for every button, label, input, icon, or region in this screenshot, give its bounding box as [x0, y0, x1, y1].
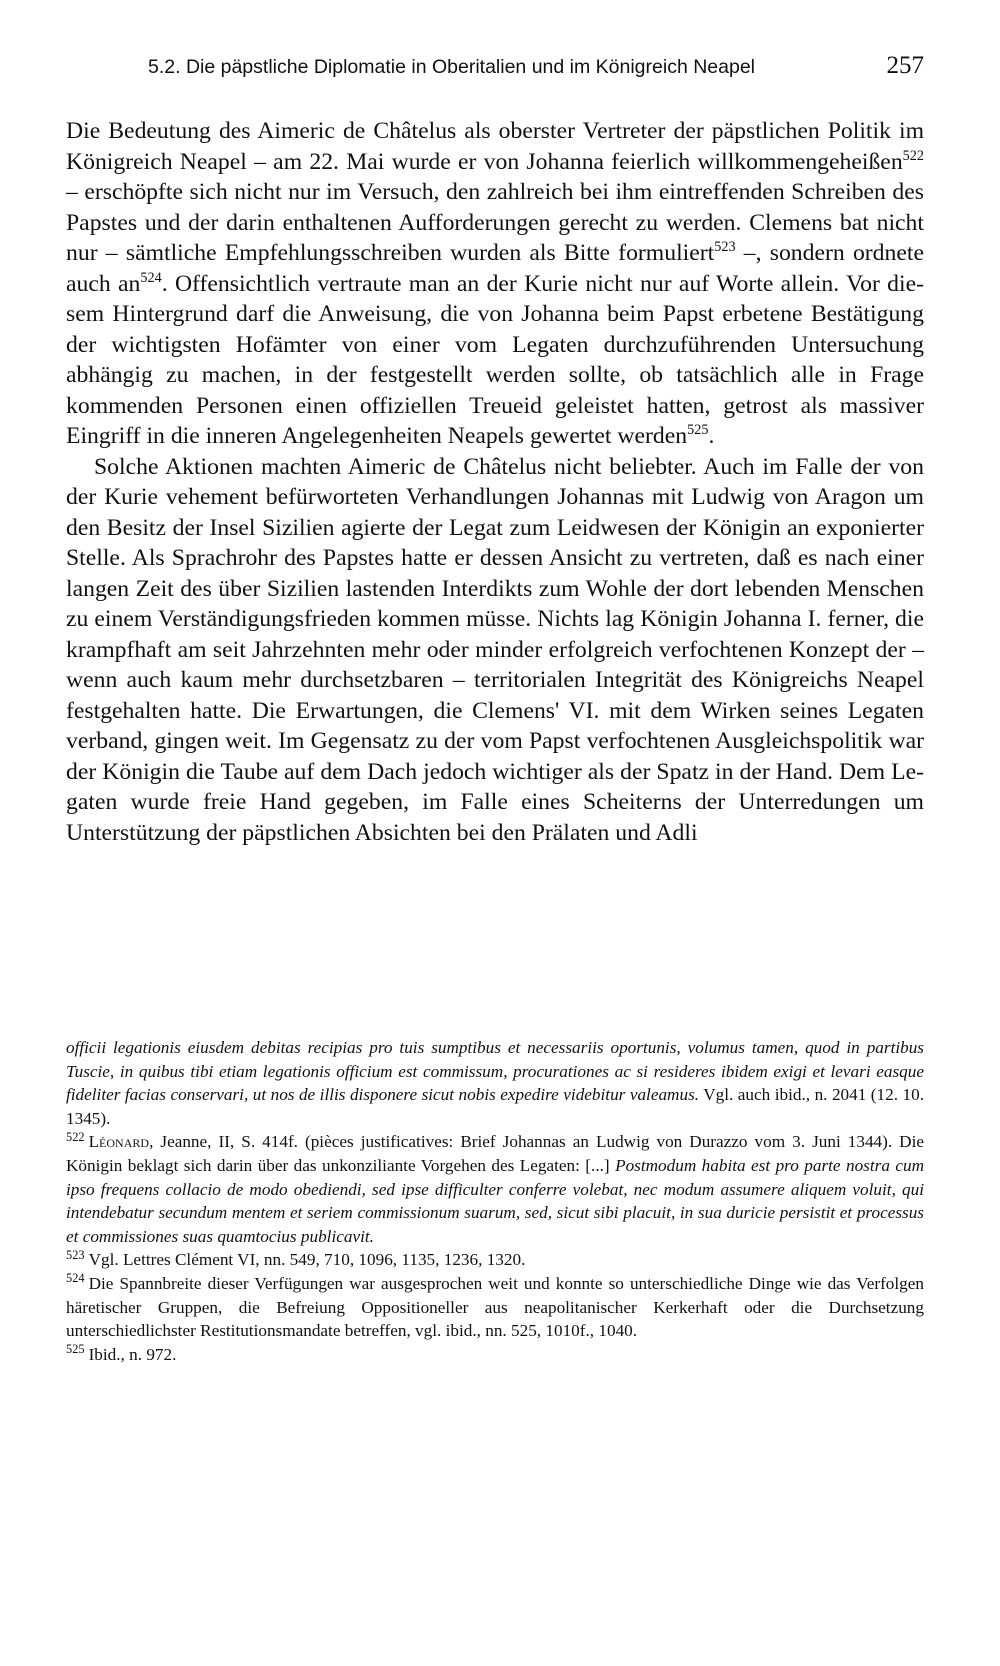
- author-name: Léonard: [88, 1132, 150, 1152]
- paragraph-1: [66, 116, 924, 452]
- footnote-number: 523: [66, 1247, 85, 1262]
- footnote-text: Vgl. auch ibid., n. 2041 (12. 10. 1345).: [66, 1085, 924, 1128]
- footnote-ref-523[interactable]: 523: [714, 239, 736, 256]
- footnote-text: Vgl. Lettres Clément VI, nn. 549, 710, 1096, 1135, 1236, 1320.: [88, 1250, 526, 1270]
- footnote-number: 522: [66, 1129, 85, 1144]
- footnote-525: [66, 1343, 924, 1367]
- footnote-ref-525[interactable]: 525: [687, 422, 709, 439]
- text-run: – erschöpfte sich nicht nur im Versuch, den zahlreich bei ihm eintreffenden Schreiben des Papstes und der darin enthaltenen Aufforderungen gerecht zu werden. Clemens bat nicht nur – sämtliche Empfehlungsschreiben wurden als Bitte formuliert: [66, 179, 924, 266]
- footnote-ref-524[interactable]: 524: [140, 269, 162, 286]
- footnote-number: 525: [66, 1341, 85, 1356]
- footnote-text: Die Spannbreite dieser Verfügungen war ausgesprochen weit und konnte so unterschiedliche Dinge wie das Verfolgen häretischer Gruppen, die Befreiung Oppositioneller aus neapolitanischer Kerkerhaft oder die Durchsetzung unterschiedlichster Restitutionsmandate betreffen, vgl. ibid., nn. 525, 1010f., 1040.: [66, 1273, 924, 1341]
- footnote-523: [66, 1248, 924, 1272]
- footnote-text: Ibid., n. 972.: [88, 1344, 177, 1364]
- running-title: 5.2. Die päpstliche Diplomatie in Oberitalien und im Königreich Neapel: [148, 56, 755, 78]
- text-run: . Offensichtlich vertraute man an der Kurie nicht nur auf Worte allein. Vor diesem Hintergrund darf die Anweisung, die von Johanna beim Papst erbetene Bestätigung der wichtigsten Hofämter von einer vom Legaten durchzuführenden Untersuchung abhängig zu machen, in der festgestellt werden sollte, ob tatsächlich alle in Frage kommenden Personen einen offiziellen Treueid geleistet hatten, getrost als massiver Eingriff in die inneren Angelegenheiten Neapels gewertet werden: [66, 270, 924, 449]
- footnote-continuation: [66, 1036, 924, 1130]
- footnote-524: [66, 1272, 924, 1343]
- latin-quote: officii legationis eiusdem debitas recipias pro tuis sumptibus et necessariis oportunis, volumus tamen, quod in partibus Tuscie, in quibus tibi etiam legationis officium est commissum, procurationes ac si resideres ibidem exigi et levari easque fideliter facias conservari, ut nos de illis disponere sicut nobis expedire videbitur valeamus.: [66, 1038, 924, 1105]
- text-run: .: [708, 423, 715, 449]
- running-head: [148, 52, 924, 86]
- footnote-number: 524: [66, 1271, 85, 1286]
- footnotes: [66, 1036, 924, 1366]
- latin-quote: Postmodum habita est pro parte nostra cum ipso frequens collacio de modo obediendi, sed ipse difficulter conferre volebat, nec modum assumere aliquem voluit, qui intendebatur secundum mentem et seriem commissionum suarum, sed, sicut sibi placuit, in sua duricie persistit et processus et commissiones suas quamtocius publicavit.: [66, 1155, 924, 1246]
- footnote-522: [66, 1130, 924, 1248]
- text-run: Die Bedeutung des Aimeric de Châtelus als oberster Vertreter der päpstlichen Politik im Königreich Neapel – am 22. Mai wurde er von Johanna feierlich willkommengeheißen: [66, 118, 924, 175]
- footnote-text: , Jeanne, II, S. 414f. (pièces justificatives: Brief Johannas an Ludwig von Durazzo vom 3. Juni 1344). Die Königin beklagt sich darin über das unkonziliante Vorgehen des Legaten: [...]: [66, 1132, 924, 1175]
- main-text: [66, 116, 924, 848]
- page-number: 257: [886, 52, 924, 79]
- paragraph-2: Solche Aktionen machten Aimeric de Châtelus nicht beliebter. Auch im Falle der von der Kurie vehement befürworteten Verhandlungen Johannas mit Ludwig von Aragon um den Besitz der Insel Sizilien agierte der Legat zum Leidwesen der Königin an exponierter Stelle. Als Sprachrohr des Papstes hatte er dessen Ansicht zu vertreten, daß es nach einer langen Zeit des über Sizilien lastenden Interdikts zum Wohle der dort lebenden Menschen zu einem Verständigungsfrieden kommen müsse. Nichts lag Königin Johanna I. ferner, die krampfhaft am seit Jahrzehnten mehr oder minder erfolgreich verfochtenen Konzept der – wenn auch kaum mehr durchsetzbaren – territorialen Integrität des Königreichs Neapel festgehalten hatte. Die Erwartungen, die Clemens' VI. mit dem Wirken seines Legaten verband, gingen weit. Im Gegensatz zu der vom Papst verfochtenen Ausgleichspolitik war der Königin die Taube auf dem Dach jedoch wichtiger als der Spatz in der Hand. Dem Legaten wurde freie Hand gegeben, im Falle eines Scheiterns der Unterredungen um Unterstützung der päpstlichen Absichten bei den Prälaten und Adli: [66, 453, 924, 846]
- footnote-ref-522[interactable]: 522: [902, 147, 924, 164]
- text-run: –, sondern ordnete auch an: [66, 240, 924, 297]
